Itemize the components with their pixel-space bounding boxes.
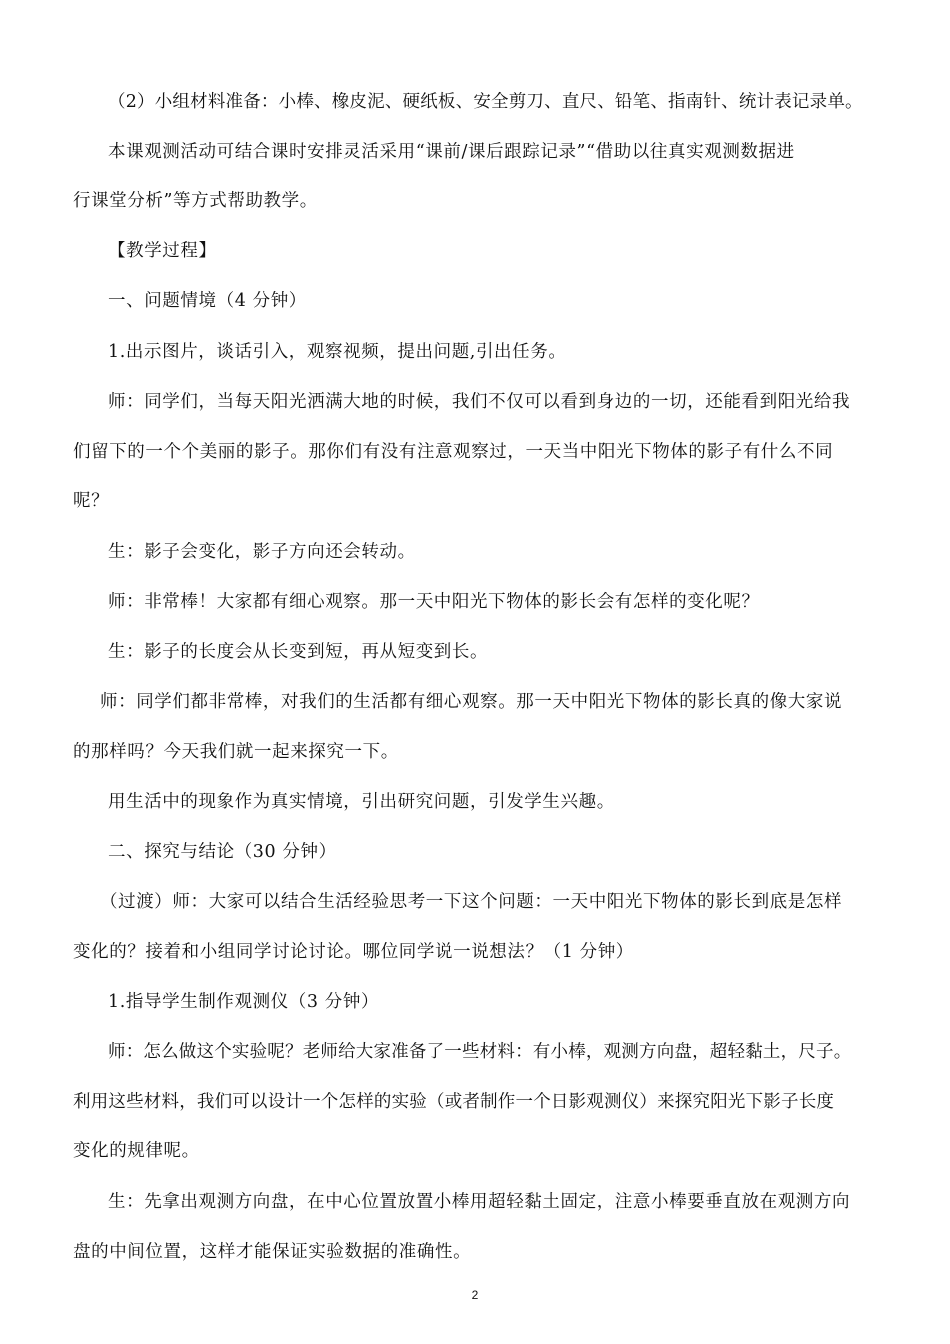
section-heading: 二、探究与结论（30 分钟） xyxy=(108,842,337,862)
text-line: 师：非常棒！大家都有细心观察。那一天中阳光下物体的影长会有怎样的变化呢？ xyxy=(108,592,760,612)
text-line: 行课堂分析”等方式帮助教学。 xyxy=(73,191,318,211)
text-line: 生：先拿出观测方向盘，在中心位置放置小棒用超轻黏土固定，注意小棒要垂直放在观测方向 xyxy=(108,1192,851,1212)
text-line: 利用这些材料，我们可以设计一个怎样的实验（或者制作一个日影观测仪）来探究阳光下影子长度 xyxy=(73,1092,835,1112)
section-heading: 一、问题情境（4 分钟） xyxy=(108,291,307,311)
text-line: 本课观测活动可结合课时安排灵活采用“课前/课后跟踪记录”“借助以往真实观测数据进 xyxy=(108,142,795,162)
text-line: 生：影子的长度会从长变到短，再从短变到长。 xyxy=(108,642,489,662)
text-line: 呢？ xyxy=(73,491,110,511)
text-line: 用生活中的现象作为真实情境，引出研究问题，引发学生兴趣。 xyxy=(108,792,615,812)
text-line: 变化的？接着和小组同学讨论讨论。哪位同学说一说想法？（1 分钟） xyxy=(73,942,634,962)
text-line: 师：怎么做这个实验呢？老师给大家准备了一些材料：有小棒，观测方向盘，超轻黏土，尺子。 xyxy=(108,1042,852,1062)
page-number: 2 xyxy=(471,1288,479,1302)
text-line: 师：同学们都非常棒，对我们的生活都有细心观察。那一天中阳光下物体的影长真的像大家说 xyxy=(100,692,843,712)
text-line: 变化的规律呢。 xyxy=(73,1141,200,1161)
text-line: 1.指导学生制作观测仪（3 分钟） xyxy=(108,992,380,1012)
text-line: （过渡）师：大家可以结合生活经验思考一下这个问题：一天中阳光下物体的影长到底是怎样 xyxy=(100,892,843,912)
section-heading: 【教学过程】 xyxy=(108,241,217,261)
text-line: 师：同学们，当每天阳光洒满大地的时候，我们不仅可以看到身边的一切，还能看到阳光给我 xyxy=(108,392,851,412)
text-line: （2）小组材料准备：小棒、橡皮泥、硬纸板、安全剪刀、直尺、铅笔、指南针、统计表记录单。 xyxy=(108,92,863,112)
text-line: 1.出示图片，谈话引入，观察视频，提出问题,引出任务。 xyxy=(108,342,567,362)
text-line: 们留下的一个个美丽的影子。那你们有没有注意观察过，一天当中阳光下物体的影子有什么不同 xyxy=(73,442,834,462)
text-line: 的那样吗？今天我们就一起来探究一下。 xyxy=(73,742,399,762)
text-line: 生：影子会变化，影子方向还会转动。 xyxy=(108,542,416,562)
text-line: 盘的中间位置，这样才能保证实验数据的准确性。 xyxy=(73,1242,472,1262)
